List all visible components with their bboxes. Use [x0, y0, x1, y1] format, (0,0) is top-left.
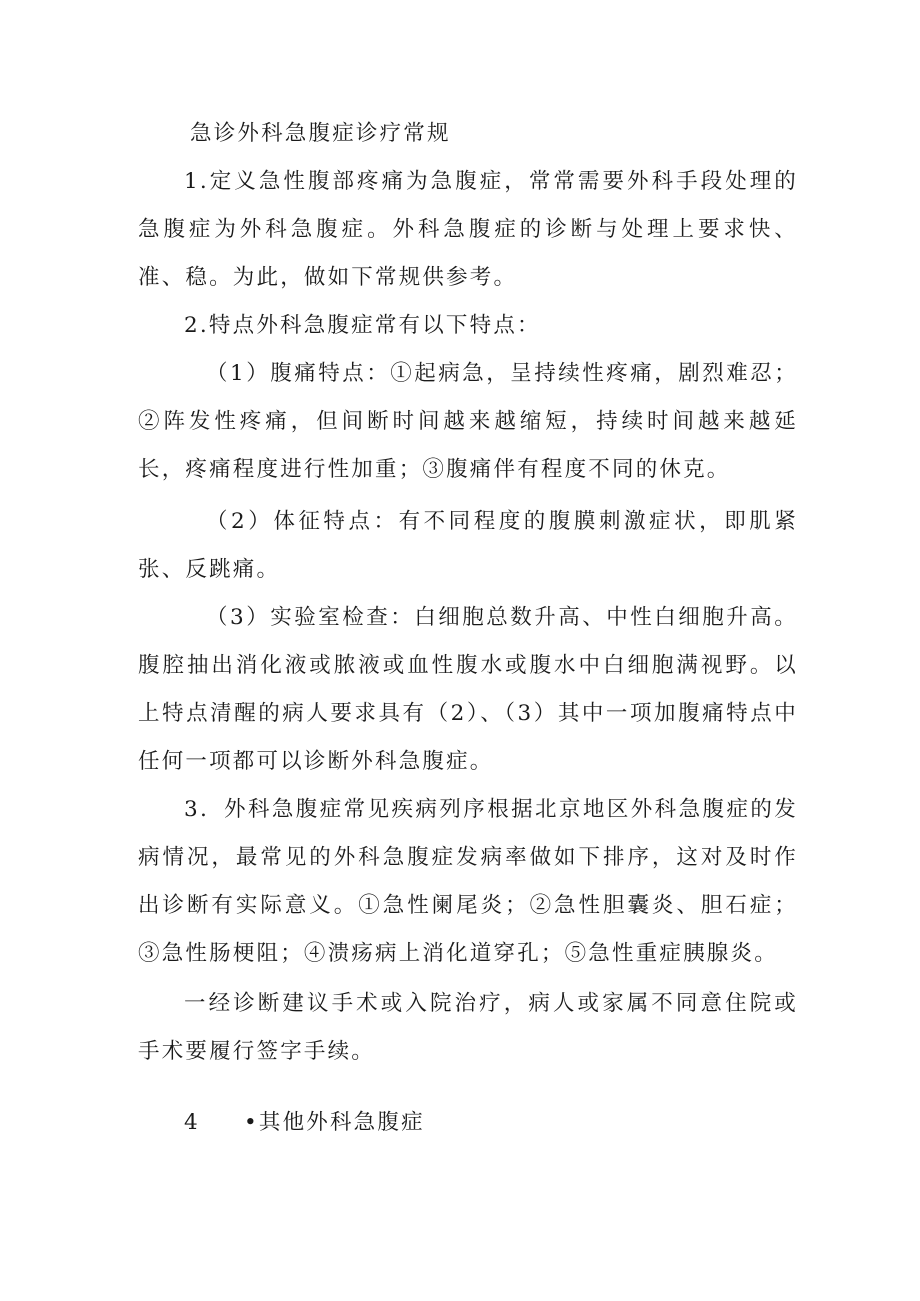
section-heading: •其他外科急腹症 [244, 1110, 425, 1135]
section-number: 4 [184, 1110, 200, 1135]
paragraph-pain-features: （1）腹痛特点：①起病急，呈持续性疼痛，剧烈难忍；②阵发性疼痛，但间断时间越来越缩短，持续时间越来越延长，疼痛程度进行性加重；③腹痛伴有程度不同的休克。 [138, 361, 798, 482]
section-other-acute-abdomen [184, 1099, 425, 1147]
paragraph-definition: 1.定义急性腹部疼痛为急腹症，常常需要外科手段处理的急腹症为外科急腹症。外科急腹症的诊断与处理上要求快、准、稳。为此，做如下常规供参考。 [138, 169, 798, 290]
paragraph-surgery-note: 一经诊断建议手术或入院治疗，病人或家属不同意住院或手术要履行签字手续。 [138, 991, 798, 1064]
document-title: 急诊外科急腹症诊疗常规 [190, 121, 451, 146]
paragraph-features-heading: 2.特点外科急腹症常有以下特点： [184, 313, 541, 338]
paragraph-sign-features: （2）体征特点：有不同程度的腹膜刺激症状，即肌紧张、反跳痛。 [138, 509, 798, 582]
paragraph-lab-tests: （3）实验室检查：白细胞总数升高、中性白细胞升高。腹腔抽出消化液或脓液或血性腹水或腹水中白细胞满视野。以上特点清醒的病人要求具有（2）、（3）其中一项加腹痛特点中任何一项都可以诊断外科急腹症。 [138, 605, 798, 774]
paragraph-common-diseases: 3．外科急腹症常见疾病列序根据北京地区外科急腹症的发病情况，最常见的外科急腹症发病率做如下排序，这对及时作出诊断有实际意义。①急性阑尾炎；②急性胆囊炎、胆石症；③急性肠梗阻；④溃疡病上消化道穿孔；⑤急性重症胰腺炎。 [138, 797, 798, 966]
